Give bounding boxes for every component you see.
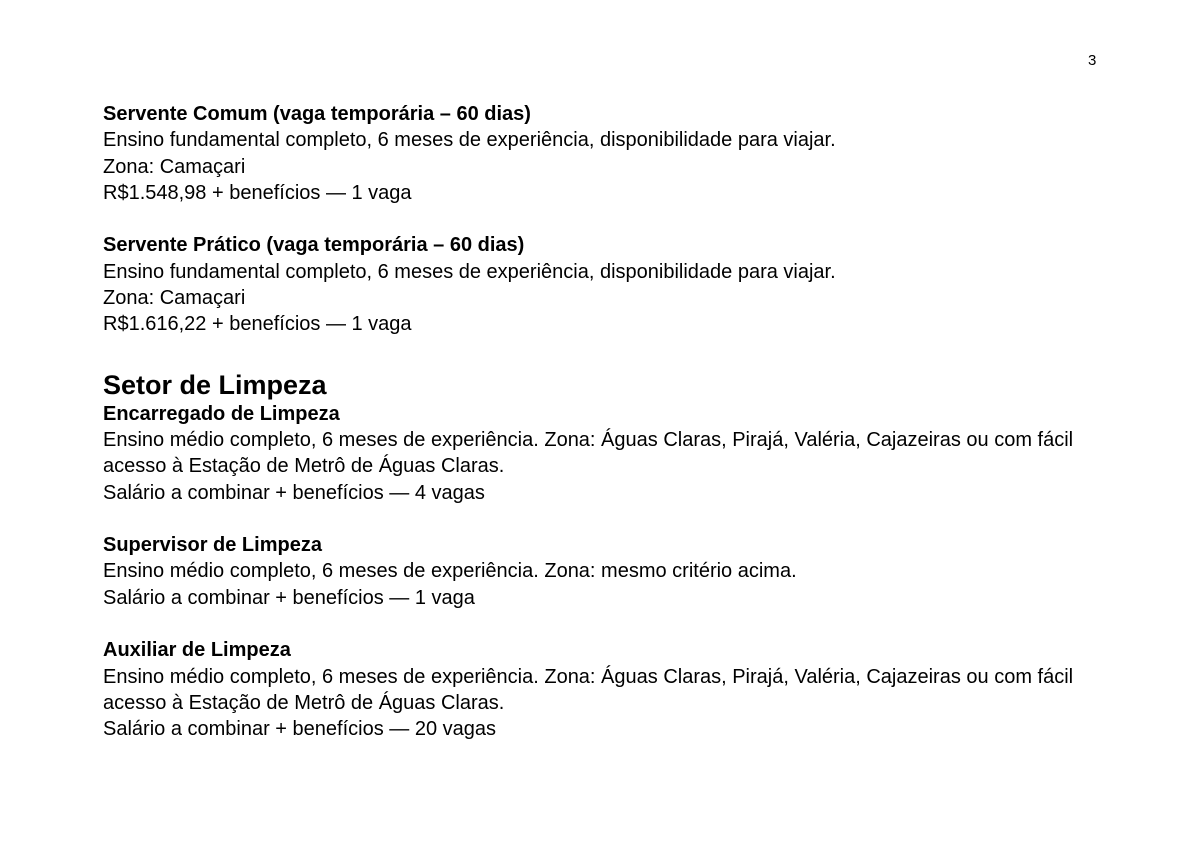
job-requirements: Ensino fundamental completo, 6 meses de experiência, disponibilidade para viajar. <box>103 260 836 283</box>
job-listing <box>103 401 1103 506</box>
job-listing <box>103 232 1103 337</box>
spacer <box>103 206 1103 232</box>
job-salary: R$1.548,98 + benefícios — 1 vaga <box>103 181 412 204</box>
job-title: Servente Prático (vaga temporária – 60 dias) <box>103 234 525 257</box>
spacer <box>103 506 1103 532</box>
section-heading: Setor de Limpeza <box>103 369 327 400</box>
job-listing <box>103 532 1103 611</box>
job-requirements-continued: acesso à Estação de Metrô de Águas Claras. <box>103 691 505 714</box>
job-salary: Salário a combinar + benefícios — 1 vaga <box>103 586 475 609</box>
job-salary: Salário a combinar + benefícios — 20 vagas <box>103 718 496 741</box>
job-listing <box>103 101 1103 206</box>
job-zone: Zona: Camaçari <box>103 287 246 310</box>
job-requirements: Ensino fundamental completo, 6 meses de experiência, disponibilidade para viajar. <box>103 129 836 152</box>
job-requirements: Ensino médio completo, 6 meses de experiência. Zona: Águas Claras, Pirajá, Valéria, Cajazeiras ou com fácil <box>103 665 1074 688</box>
job-title: Supervisor de Limpeza <box>103 534 322 557</box>
job-requirements: Ensino médio completo, 6 meses de experiência. Zona: Águas Claras, Pirajá, Valéria, Cajazeiras ou com fácil <box>103 428 1074 451</box>
page-number: 3 <box>1088 52 1097 69</box>
job-title: Encarregado de Limpeza <box>103 402 340 425</box>
job-requirements-continued: acesso à Estação de Metrô de Águas Claras. <box>103 455 505 478</box>
job-title: Auxiliar de Limpeza <box>103 639 291 662</box>
job-requirements: Ensino médio completo, 6 meses de experiência. Zona: mesmo critério acima. <box>103 560 797 583</box>
job-title: Servente Comum (vaga temporária – 60 dias) <box>103 103 531 125</box>
job-salary: R$1.616,22 + benefícios — 1 vaga <box>103 313 412 336</box>
job-listing <box>103 637 1103 742</box>
page-content <box>103 101 1103 743</box>
spacer <box>103 611 1103 637</box>
job-salary: Salário a combinar + benefícios — 4 vagas <box>103 481 485 504</box>
job-zone: Zona: Camaçari <box>103 155 246 178</box>
